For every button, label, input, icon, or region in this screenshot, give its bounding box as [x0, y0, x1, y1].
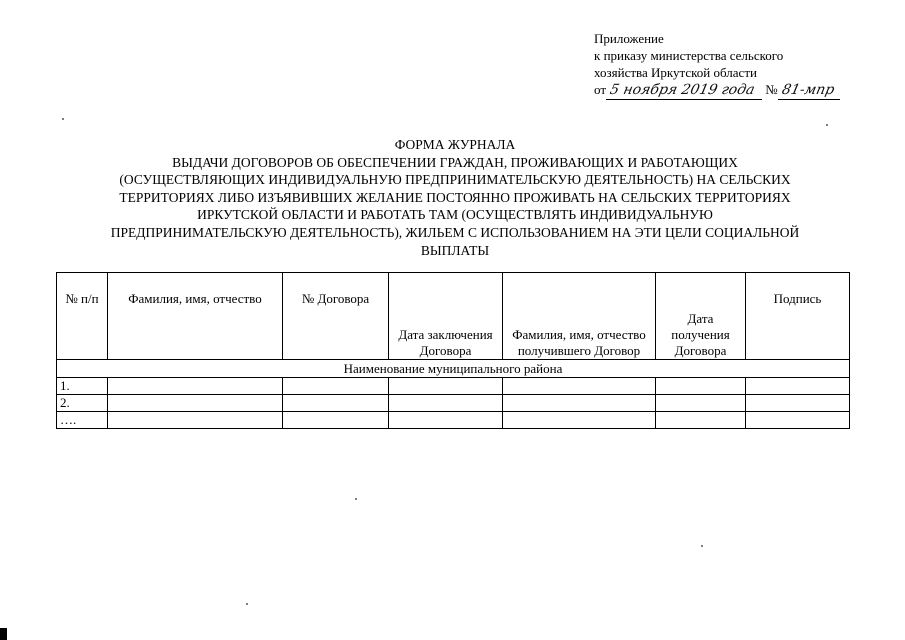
- cell-contract-number: [283, 378, 389, 395]
- number-prefix: №: [765, 82, 778, 97]
- scan-speck: [826, 124, 828, 126]
- table-row: [57, 395, 850, 412]
- title-line-2: ВЫДАЧИ ДОГОВОРОВ ОБ ОБЕСПЕЧЕНИИ ГРАЖДАН, ПРОЖИВАЮЩИХ И РАБОТАЮЩИХ: [172, 154, 738, 170]
- order-date-number-line: [594, 81, 894, 100]
- cell-recipient-name: [503, 412, 656, 429]
- title-line-1: ФОРМА ЖУРНАЛА: [394, 137, 516, 152]
- header-receipt-date: Дата получения Договора: [656, 273, 746, 360]
- cell-receipt-date: [656, 378, 746, 395]
- cell-contract-number: [283, 395, 389, 412]
- title-line-4: ТЕРРИТОРИЯХ ЛИБО ИЗЪЯВИВШИХ ЖЕЛАНИЕ ПОСТОЯННО ПРОЖИВАТЬ НА СЕЛЬСКИХ ТЕРРИТОРИЯХ: [119, 189, 791, 205]
- header-full-name: Фамилия, имя, отчество: [108, 273, 283, 360]
- table-header-row: [57, 273, 850, 360]
- form-title: [40, 136, 870, 259]
- scan-speck: [701, 545, 703, 547]
- scan-speck: [246, 603, 248, 605]
- municipal-district-cell: Наименование муниципального района: [57, 360, 850, 378]
- title-line-3: (ОСУЩЕСТВЛЯЮЩИХ ИНДИВИДУАЛЬНУЮ ПРЕДПРИНИМАТЕЛЬСКУЮ ДЕЯТЕЛЬНОСТЬ) НА СЕЛЬСКИХ: [119, 172, 791, 188]
- table-row: [57, 412, 850, 429]
- scan-speck: [355, 498, 357, 500]
- cell-receipt-date: [656, 412, 746, 429]
- title-line-6: ПРЕДПРИНИМАТЕЛЬСКУЮ ДЕЯТЕЛЬНОСТЬ), ЖИЛЬЕМ С ИСПОЛЬЗОВАНИЕМ НА ЭТИ ЦЕЛИ СОЦИАЛЬНОЙ: [110, 224, 800, 240]
- cell-contract-date: [389, 412, 503, 429]
- cell-contract-number: [283, 412, 389, 429]
- scan-speck: [62, 118, 64, 120]
- appendix-line-3: хозяйства Иркутской области: [594, 65, 757, 80]
- title-line-7: ВЫПЛАТЫ: [420, 242, 490, 258]
- header-row-number: № п/п: [57, 273, 108, 360]
- handwritten-date: 5 ноября 2019 года: [608, 82, 757, 98]
- appendix-line-1: Приложение: [594, 31, 664, 46]
- handwritten-number: 81-мпр: [780, 82, 836, 98]
- group-row: [57, 360, 850, 378]
- cell-full-name: [108, 378, 283, 395]
- cell-signature: [746, 395, 850, 412]
- cell-signature: [746, 378, 850, 395]
- cell-full-name: [108, 412, 283, 429]
- header-recipient-name: Фамилия, имя, отчество получившего Договор: [503, 273, 656, 360]
- cell-signature: [746, 412, 850, 429]
- header-contract-date: Дата заключения Договора: [389, 273, 503, 360]
- handwritten-date-field: [606, 81, 762, 100]
- date-prefix: от: [594, 82, 607, 97]
- cell-contract-date: [389, 378, 503, 395]
- journal-table: [56, 272, 850, 429]
- appendix-line-2: к приказу министерства сельского: [594, 48, 784, 63]
- cell-recipient-name: [503, 395, 656, 412]
- row-number: 2.: [57, 395, 108, 412]
- table-row: [57, 378, 850, 395]
- cell-recipient-name: [503, 378, 656, 395]
- row-number: 1.: [57, 378, 108, 395]
- cell-contract-date: [389, 395, 503, 412]
- title-line-5: ИРКУТСКОЙ ОБЛАСТИ И РАБОТАТЬ ТАМ (ОСУЩЕСТВЛЯТЬ ИНДИВИДУАЛЬНУЮ: [197, 207, 713, 223]
- handwritten-number-field: [778, 81, 840, 100]
- scan-corner-mark: [0, 628, 7, 640]
- header-signature: Подпись: [746, 273, 850, 360]
- header-contract-number: № Договора: [283, 273, 389, 360]
- cell-full-name: [108, 395, 283, 412]
- appendix-block: [594, 30, 894, 100]
- cell-receipt-date: [656, 395, 746, 412]
- row-number: ….: [57, 412, 108, 429]
